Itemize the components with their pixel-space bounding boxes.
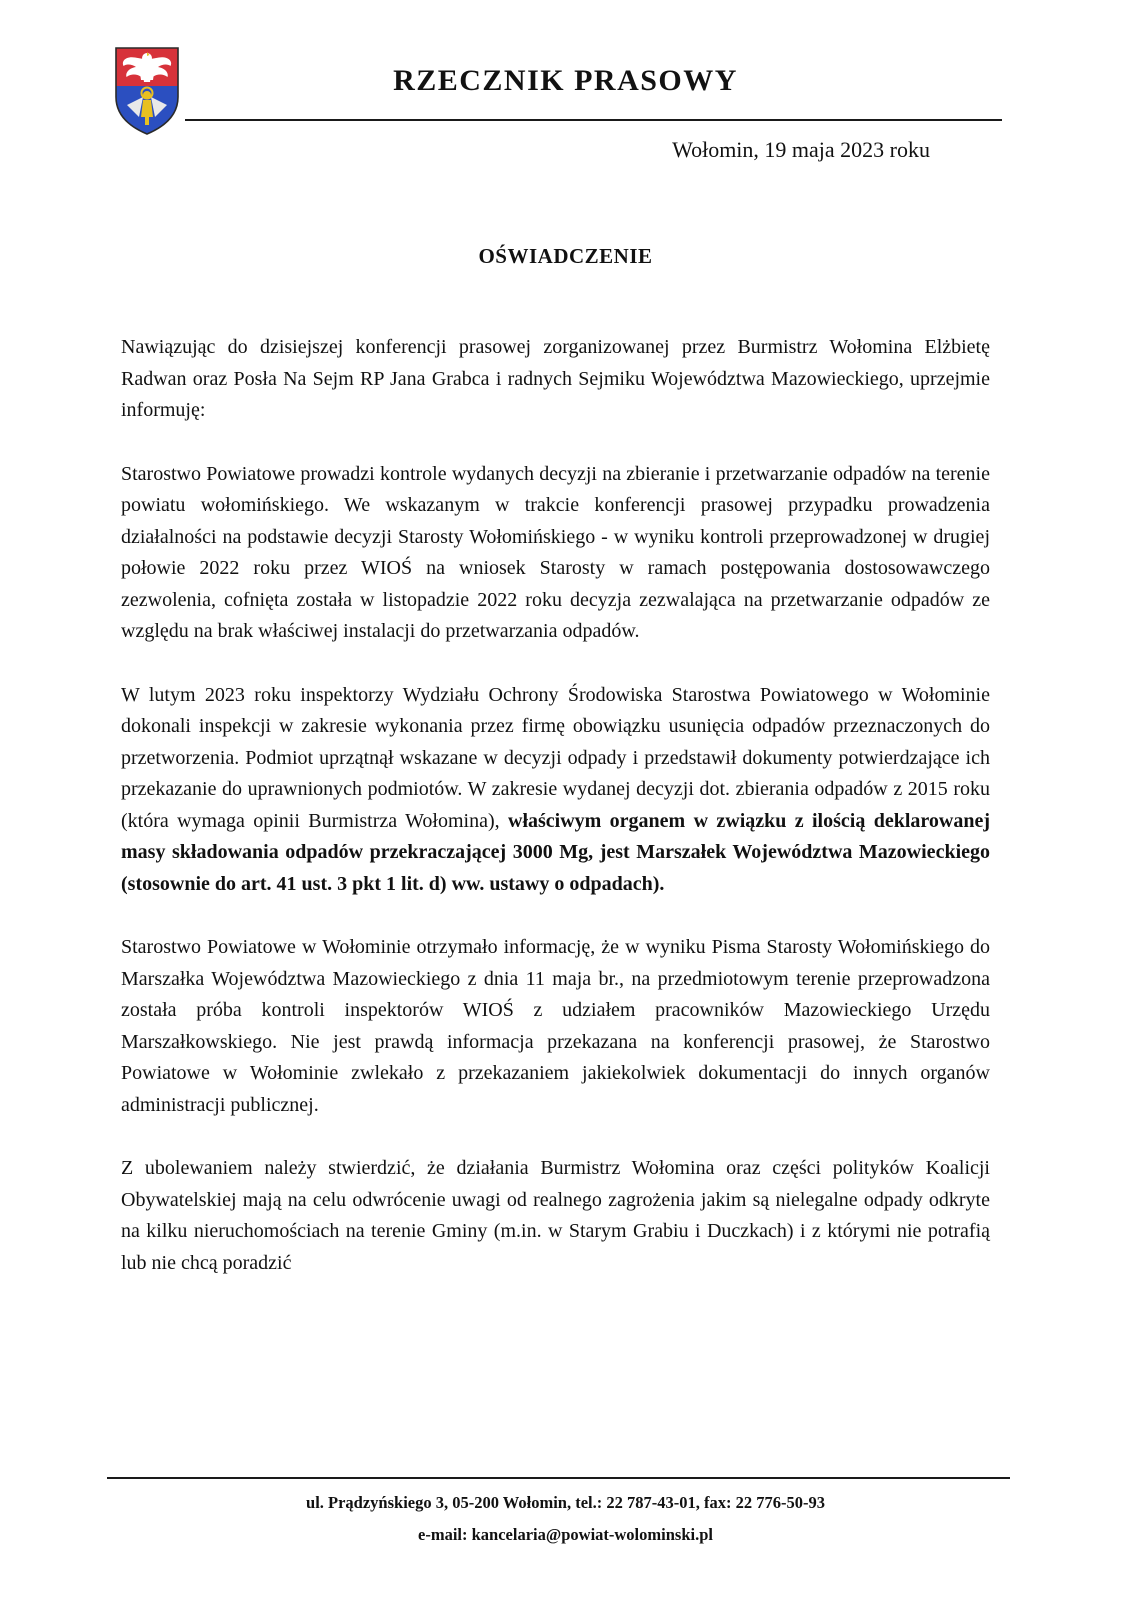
footer-address: ul. Prądzyńskiego 3, 05-200 Wołomin, tel.: 22 787-43-01, fax: 22 776-50-93 bbox=[306, 1493, 825, 1512]
body-paragraph bbox=[121, 1153, 990, 1279]
document-body bbox=[121, 332, 990, 1311]
body-paragraph bbox=[121, 680, 990, 901]
dateline: Wołomin, 19 maja 2023 roku bbox=[672, 137, 930, 162]
bold-text-run: właściwym organem w związku z ilością deklarowanej masy składowania odpadów przekraczającej 3000 Mg, jest Marszałek Województwa Mazowieckiego (stosownie do art. 41 ust. 3 pkt 1 lit. d) ww. ustawy o odpadach). bbox=[121, 809, 990, 895]
page-title: RZECZNIK PRASOWY bbox=[393, 64, 738, 97]
body-paragraph bbox=[121, 332, 990, 427]
header-divider bbox=[185, 119, 1002, 121]
text-run: W lutym 2023 roku inspektorzy Wydziału Ochrony Środowiska Starostwa Powiatowego w Wołominie dokonali inspekcji w zakresie wykonania przez firmę obowiązku usunięcia odpadów przeznaczonych do przetworzenia. Podmiot uprzątnął wskazane w decyzji odpady i przedstawił dokumenty potwierdzające ich przekazanie do uprawnionych podmiotów. W zakresie wydanej decyzji dot. zbierania odpadów z 2015 roku (która wymaga opinii Burmistrza Wołomina), bbox=[121, 683, 990, 832]
text-run: Z ubolewaniem należy stwierdzić, że działania Burmistrz Wołomina oraz części polityków Koalicji Obywatelskiej mają na celu odwrócenie uwagi od realnego zagrożenia jakim są nielegalne odpady odkryte na kilku nieruchomościach na terenie Gminy (m.in. w Starym Grabiu i Duczkach) i z którymi nie potrafią lub nie chcą poradzić bbox=[121, 1157, 990, 1274]
footer-divider bbox=[107, 1477, 1010, 1479]
footer-email: e-mail: kancelaria@powiat-wolominski.pl bbox=[418, 1525, 713, 1544]
text-run: Starostwo Powiatowe w Wołominie otrzymało informację, że w wyniku Pisma Starosty Wołomińskiego do Marszałka Województwa Mazowieckiego z dnia 11 maja br., na przedmiotowym terenie przeprowadzona została próba kontroli inspektorów WIOŚ z udziałem pracowników Mazowieckiego Urzędu Marszałkowskiego. Nie jest prawdą informacja przekazana na konferencji prasowej, że Starostwo Powiatowe w Wołominie zwlekało z przekazaniem jakiekolwiek dokumentacji do innych organów administracji publicznej. bbox=[121, 936, 990, 1116]
footer bbox=[0, 1487, 1131, 1551]
body-paragraph bbox=[121, 932, 990, 1121]
text-run: Nawiązując do dzisiejszej konferencji prasowej zorganizowanej przez Burmistrz Wołomina Elżbietę Radwan oraz Posła Na Sejm RP Jana Grabca i radnych Sejmiku Województwa Mazowieckiego, uprzejmie informuję: bbox=[121, 336, 990, 421]
body-paragraph bbox=[121, 459, 990, 648]
text-run: Starostwo Powiatowe prowadzi kontrole wydanych decyzji na zbieranie i przetwarzanie odpadów na terenie powiatu wołomińskiego. We wskazanym w trakcie konferencji prasowej przypadku prowadzenia działalności na podstawie decyzji Starosty Wołomińskiego - w wyniku kontroli przeprowadzonej w drugiej połowie 2022 roku przez WIOŚ na wniosek Starosty w ramach postępowania dostosowawczego zezwolenia, cofnięta została w listopadzie 2022 roku decyzja zezwalająca na przetwarzanie odpadów ze względu na brak właściwej instalacji do przetwarzania odpadów. bbox=[121, 462, 990, 642]
document-heading: OŚWIADCZENIE bbox=[478, 244, 653, 268]
